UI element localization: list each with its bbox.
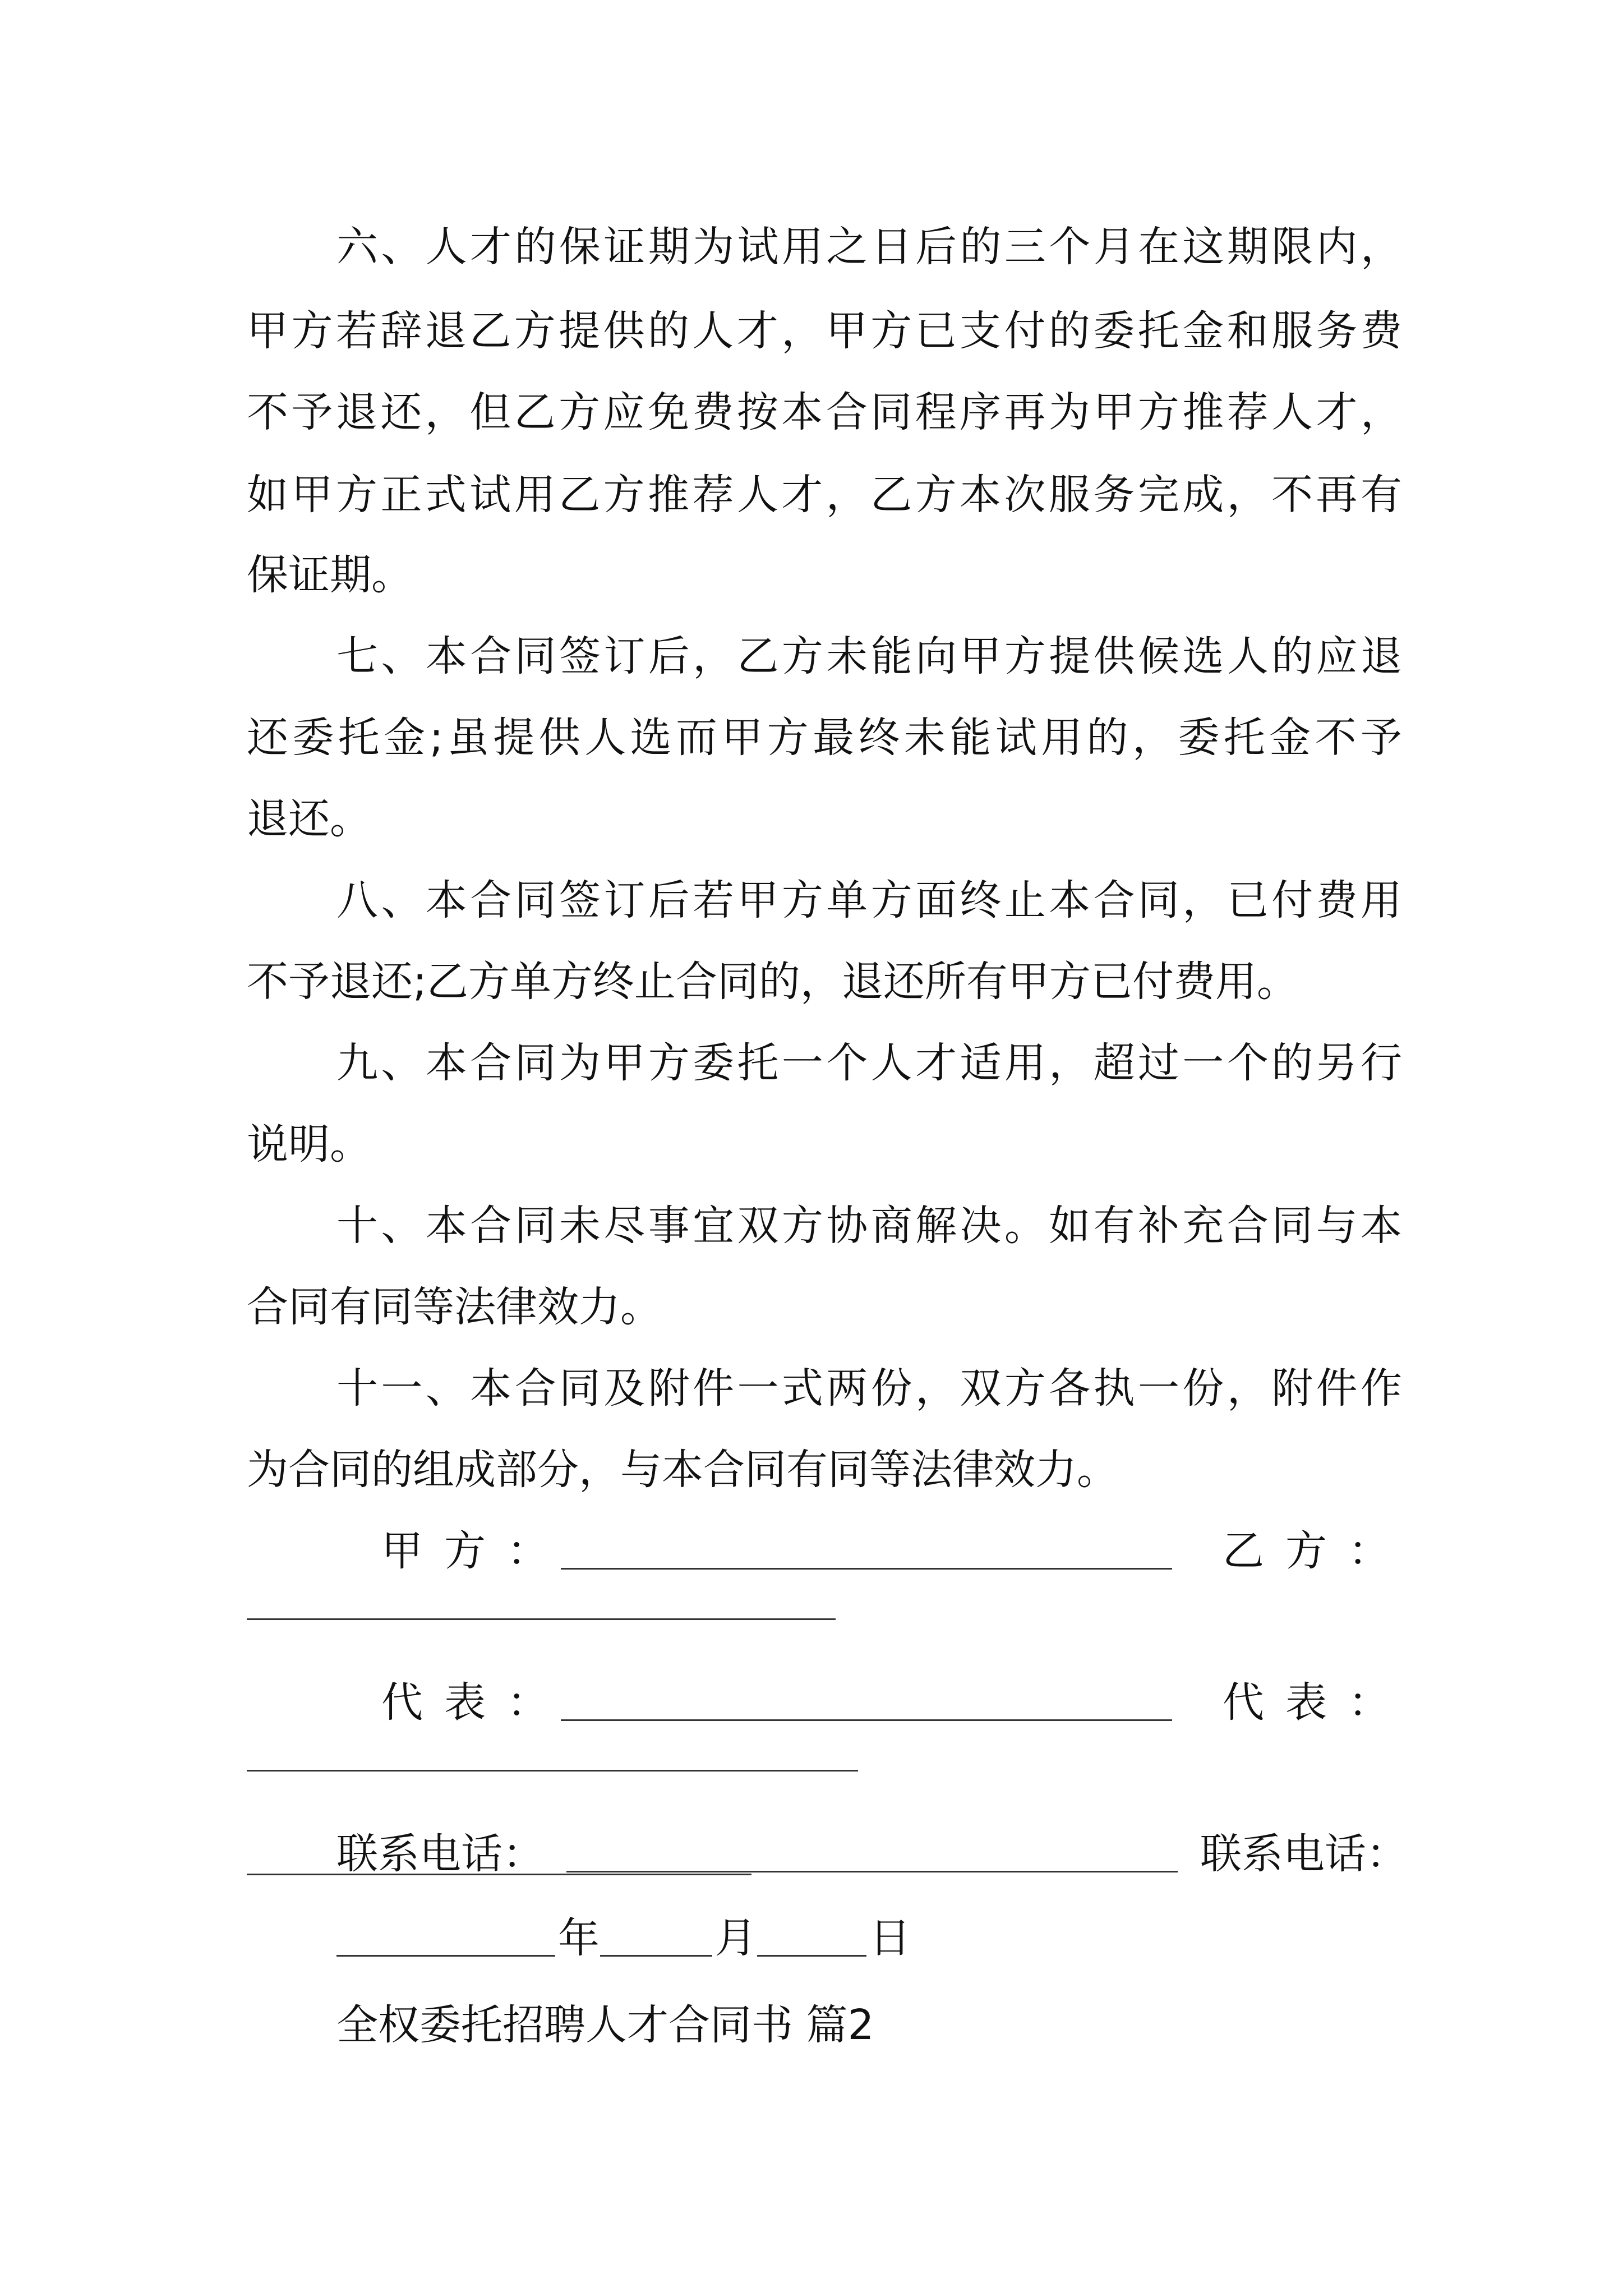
signature-party-row: [247, 1523, 1411, 1579]
party-a-signature-line[interactable]: [561, 1568, 1172, 1570]
clause-eleven-line-1: 十一、本合同及附件一式两份，双方各执一份，附件作: [336, 1364, 1402, 1412]
date-month-blank[interactable]: [600, 1955, 712, 1957]
clause-eight-line-2: 不予退还;乙方单方终止合同的，退还所有甲方已付费用。: [247, 958, 1298, 1006]
date-month-label: 月: [715, 1914, 757, 1962]
rep-b-signature-line[interactable]: [247, 1770, 858, 1772]
clause-seven-line-2: 还委托金;虽提供人选而甲方最终未能试用的，委托金不予: [247, 714, 1402, 762]
clause-nine-line-2: 说明。: [247, 1120, 371, 1168]
clause-seven-line-3: 退还。: [247, 795, 371, 843]
date-year-label: 年: [558, 1914, 600, 1962]
phone-a-line[interactable]: [566, 1871, 1178, 1872]
signature-representative-row: [247, 1674, 1411, 1731]
clause-eight-line-1: 八、本合同签订后若甲方单方面终止本合同，已付费用: [336, 876, 1402, 924]
party-b-label: 乙方：: [1223, 1527, 1411, 1575]
party-b-signature-line[interactable]: [247, 1618, 836, 1620]
clause-nine-line-1: 九、本合同为甲方委托一个人才适用，超过一个的另行: [336, 1039, 1402, 1087]
clause-eleven-line-2: 为合同的组成部分，与本合同有同等法律效力。: [247, 1446, 1118, 1494]
rep-b-label: 代表：: [1223, 1678, 1411, 1727]
clause-six-line-4: 如甲方正式试用乙方推荐人才，乙方本次服务完成，不再有: [247, 471, 1402, 519]
clause-ten-line-1: 十、本合同未尽事宜双方协商解决。如有补充合同与本: [336, 1202, 1402, 1250]
clause-six-line-3: 不予退还，但乙方应免费按本合同程序再为甲方推荐人才，: [247, 388, 1402, 436]
clause-six-line-5: 保证期。: [247, 551, 413, 599]
rep-a-label: 代表：: [381, 1678, 570, 1727]
party-a-label: 甲方：: [381, 1527, 570, 1575]
clause-six-line-1: 六、人才的保证期为试用之日后的三个月在这期限内，: [336, 223, 1402, 271]
date-day-blank[interactable]: [757, 1955, 866, 1957]
clause-seven-line-1: 七、本合同签订后，乙方未能向甲方提供候选人的应退: [336, 632, 1402, 680]
date-day-label: 日: [869, 1914, 911, 1962]
phone-b-line[interactable]: [247, 1874, 751, 1875]
phone-b-label: 联系电话：: [1200, 1830, 1408, 1878]
next-section-title: 全权委托招聘人才合同书 篇2: [336, 2001, 874, 2049]
date-year-blank[interactable]: [336, 1955, 555, 1957]
clause-ten-line-2: 合同有同等法律效力。: [247, 1283, 662, 1331]
clause-six-line-2: 甲方若辞退乙方提供的人才，甲方已支付的委托金和服务费: [247, 307, 1402, 355]
rep-a-signature-line[interactable]: [561, 1719, 1172, 1721]
phone-a-label: 联系电话：: [336, 1830, 544, 1878]
